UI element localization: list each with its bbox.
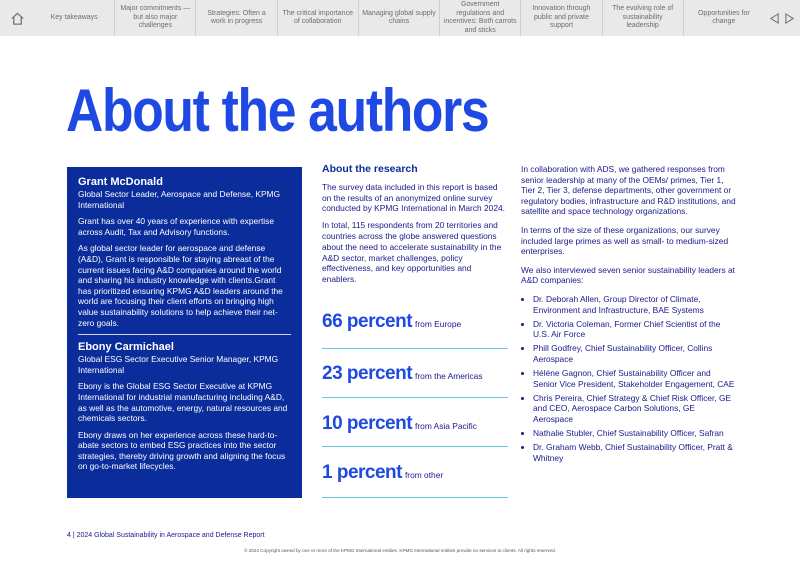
list-item: • Dr. Victoria Coleman, Former Chief Scientist of the U.S. Air Force [533,319,736,340]
tab-supply-chains[interactable]: Managing global supply chains [359,0,440,36]
tab-major-commitments[interactable]: Major commitments — but also major challenges [115,0,196,36]
research-paragraph: In total, 115 respondents from 20 territories and countries across the globe answered questions about the need to accelerate sustainability in the A&D sector, market challenges, policy effectiveness, and key opportunities and enablers. [322,220,502,285]
page-arrows [764,13,800,24]
list-item: • Dr. Graham Webb, Chief Sustainability Officer, Pratt & Whitney [533,442,736,463]
collaboration-paragraph: In terms of the size of these organizations, our survey included large primes as well as small- to medium-sized enterprises. [521,224,729,257]
collaboration-paragraph: In collaboration with ADS, we gathered responses from senior leadership at many of the OEMs/ primes, Tier 1, Tier 2, Tier 3, defense departments, other government or regulatory bodies, infrastructure and R&D institutions, and satellite and space technology organizations. [521,164,736,217]
stat-value: 23 percent [322,363,413,384]
list-item: • Hélène Gagnon, Chief Sustainability Officer and Senior Vice President, Stakeholder Engagement, CAE [533,368,736,389]
previous-page-icon[interactable] [769,13,780,24]
author-bio: Grant has over 40 years of experience with expertise across Audit, Tax and Advisory functions. [78,216,274,237]
stat-value: 10 percent [322,413,413,434]
stat-label: from other [404,470,444,480]
tab-collaboration[interactable]: The critical importance of collaboration [278,0,359,36]
tab-government-regulations[interactable]: Government regulations and incentives: Both carrots and sticks [440,0,521,36]
top-navigation-bar [0,0,800,36]
collaboration-section [521,164,736,467]
stat-other [322,462,508,498]
tab-innovation[interactable]: Innovation through public and private support [521,0,602,36]
author-role: Global ESG Sector Executive Senior Manager, KPMG International [78,354,279,375]
tab-opportunities[interactable]: Opportunities for change [697,9,750,25]
tab-strategies[interactable]: Strategies: Often a work in progress [196,0,277,36]
stat-label: from the Americas [415,371,483,381]
research-paragraph: The survey data included in this report is based on the results of an anonymized online survey conducted by KPMG International in March 2024. [322,181,505,214]
copyright-notice: © 2024 Copyright owned by one or more of the KPMG International entities. KPMG International entities provide no services to clients. All rights reserved. [244,548,556,553]
list-item: • Phill Godfrey, Chief Sustainability Officer, Collins Aerospace [533,343,736,364]
page-footer: 4 | 2024 Global Sustainability in Aerospace and Defense Report [67,532,265,539]
list-item: • Dr. Deborah Allen, Group Director of Climate, Environment and Infrastructure, BAE Systems [533,294,736,315]
list-item: • Nathalie Stubler, Chief Sustainability Officer, Safran [533,428,736,439]
author-bio: As global sector leader for aerospace and defense (A&D), Grant is responsible for staying abreast of the current issues facing A&D companies around the world and sharing his industry knowledge with clients.Grant has prioritized ensuring KPMG A&D leaders around the world are focusing their client efforts on bringing high value sustainability solutions to help achieve their net-zero goals. [78,243,283,328]
stat-europe [322,311,508,349]
stat-value: 66 percent [322,311,413,332]
stat-label: from Europe [415,319,462,329]
stat-value: 1 percent [322,462,402,483]
author-bio: Ebony draws on her experience across these hard-to-abate sectors to embed ESG practices into the sector strategies, thereby driving growth and aligning the focus on go-to-market lifecycles. [78,429,286,472]
author-bio: Ebony is the Global ESG Sector Executive at KPMG International for industrial manufacturing including A&D, as well as the automotive, energy, natural resources and chemicals sectors. [78,381,288,424]
author-name: Ebony Carmichael [78,341,174,354]
research-section [322,164,508,291]
section-tabs [34,0,764,36]
research-heading: About the research [322,163,418,175]
home-icon[interactable] [0,0,34,36]
interviewee-list [521,294,736,463]
next-page-icon[interactable] [784,13,795,24]
author-divider [78,334,291,335]
tab-key-takeaways[interactable]: Key takeaways [34,0,115,36]
list-item: • Chris Pereira, Chief Strategy & Chief Risk Officer, GE and CEO, Aerospace Carbon Solutions, GE Aerospace [533,393,736,425]
authors-panel [67,167,302,498]
tab-sustainability-leadership[interactable]: The evolving role of sustainability leadership [603,0,684,36]
author-role: Global Sector Leader, Aerospace and Defense, KPMG International [78,189,281,210]
stat-asia-pacific [322,413,508,447]
collaboration-paragraph: We also interviewed seven senior sustainability leaders at A&D companies: [521,264,735,286]
page-title: About the authors [66,77,489,144]
stat-americas [322,363,508,398]
author-name: Grant McDonald [78,176,163,188]
stat-label: from Asia Pacific [415,421,477,431]
